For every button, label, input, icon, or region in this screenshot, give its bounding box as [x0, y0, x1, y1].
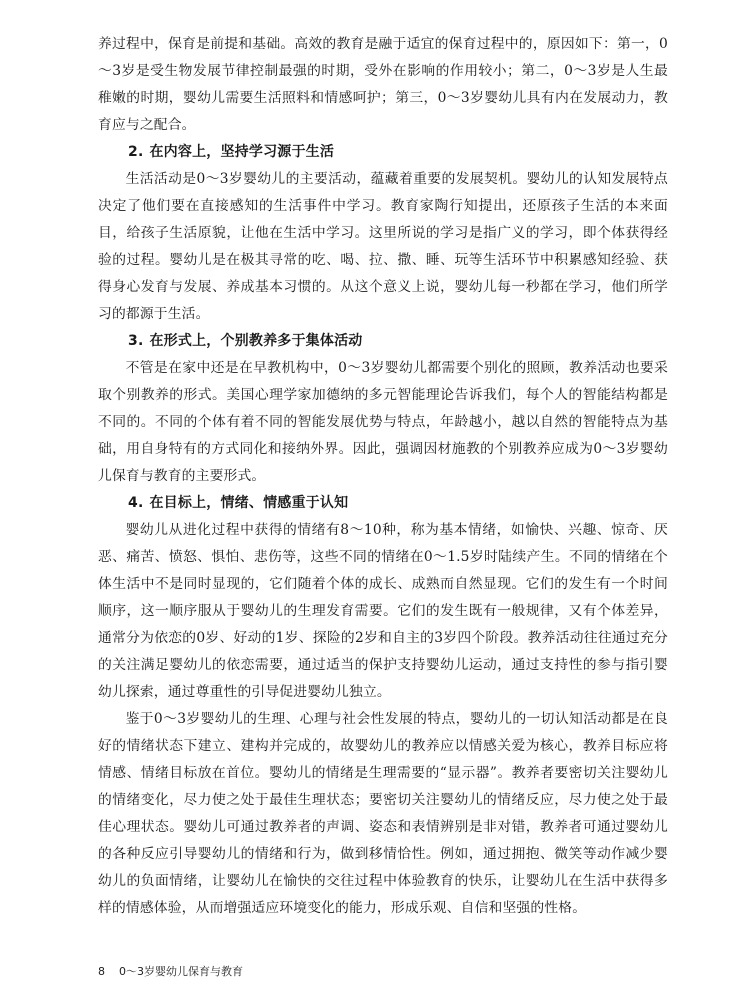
heading-number: 3.	[128, 333, 144, 349]
section-heading	[98, 328, 668, 355]
page-footer	[98, 964, 243, 980]
heading-title: 在形式上，个别教养多于集体活动	[149, 333, 363, 349]
section-heading	[98, 139, 668, 166]
paragraph: 生活活动是0～3岁婴幼儿的主要活动，蕴藏着重要的发展契机。婴幼儿的认知发展特点决定了他们要在直接感知的生活事件中学习。教育家陶行知提出，还原孩子生活的本来面目，给孩子生活原貌，让他在生活中学习。这里所说的学习是指广义的学习，即个体获得经验的过程。婴幼儿是在极其寻常的吃、喝、拉、撒、睡、玩等生活环节中积累感知经验、获得身心发育与发展、养成基本习惯的。从这个意义上说，婴幼儿每一秒都在学习，他们所学习的都源于生活。	[98, 171, 668, 322]
heading-number: 2.	[128, 144, 144, 160]
page-body	[98, 31, 668, 922]
running-title: 0～3岁婴幼儿保育与教育	[119, 965, 243, 978]
section-heading	[98, 490, 668, 517]
paragraph: 养过程中，保育是前提和基础。高效的教育是融于适宜的保育过程中的，原因如下：第一，0～3岁是受生物发展节律控制最强的时期，受外在影响的作用较小；第二，0～3岁是人生最稚嫩的时期，婴幼儿需要生活照料和情感呵护；第三，0～3岁婴幼儿具有内在发展动力，教育应与之配合。	[98, 36, 668, 133]
paragraph: 不管是在家中还是在早教机构中，0～3岁婴幼儿都需要个别化的照顾，教养活动也要采取个别教养的形式。美国心理学家加德纳的多元智能理论告诉我们，每个人的智能结构都是不同的。不同的个体有着不同的智能发展优势与特点，年龄越小，越以自然的智能特点为基础，用自身特有的方式同化和接纳外界。因此，强调因材施教的个别教养应成为0～3岁婴幼儿保育与教育的主要形式。	[98, 360, 668, 484]
heading-number: 4.	[128, 495, 144, 511]
paragraph: 婴幼儿从进化过程中获得的情绪有8～10种，称为基本情绪，如愉快、兴趣、惊奇、厌恶、痛苦、愤怒、惧怕、悲伤等，这些不同的情绪在0～1.5岁时陆续产生。不同的情绪在个体生活中不是同时显现的，它们随着个体的成长、成熟而自然显现。它们的发生有一个时间顺序，这一顺序服从于婴幼儿的生理发育需要。它们的发生既有一般规律，又有个体差异，通常分为依恋的0岁、好动的1岁、探险的2岁和自主的3岁四个阶段。教养活动往往通过充分的关注满足婴幼儿的依恋需要，通过适当的保护支持婴幼儿运动，通过支持性的参与指引婴幼儿探索，通过尊重性的引导促进婴幼儿独立。	[98, 522, 668, 700]
paragraph: 鉴于0～3岁婴幼儿的生理、心理与社会性发展的特点，婴幼儿的一切认知活动都是在良好的情绪状态下建立、建构并完成的，故婴幼儿的教养应以情感关爱为核心，教养目标应将情感、情绪目标放在首位。婴幼儿的情绪是生理需要的“显示器”。教养者要密切关注婴幼儿的情绪变化，尽力使之处于最佳生理状态；要密切关注婴幼儿的情绪反应，尽力使之处于最佳心理状态。婴幼儿可通过教养者的声调、姿态和表情辨别是非对错，教养者可通过婴幼儿的各种反应引导婴幼儿的情绪和行为，做到移情恰性。例如，通过拥抱、微笑等动作减少婴幼儿的负面情绪，让婴幼儿在愉快的交往过程中体验教育的快乐，让婴幼儿在生活中获得多样的情感体验，从而增强适应环境变化的能力，形成乐观、自信和坚强的性格。	[98, 711, 668, 916]
heading-title: 在目标上，情绪、情感重于认知	[149, 495, 349, 511]
heading-title: 在内容上，坚持学习源于生活	[149, 144, 335, 160]
page-number: 8	[98, 965, 105, 978]
